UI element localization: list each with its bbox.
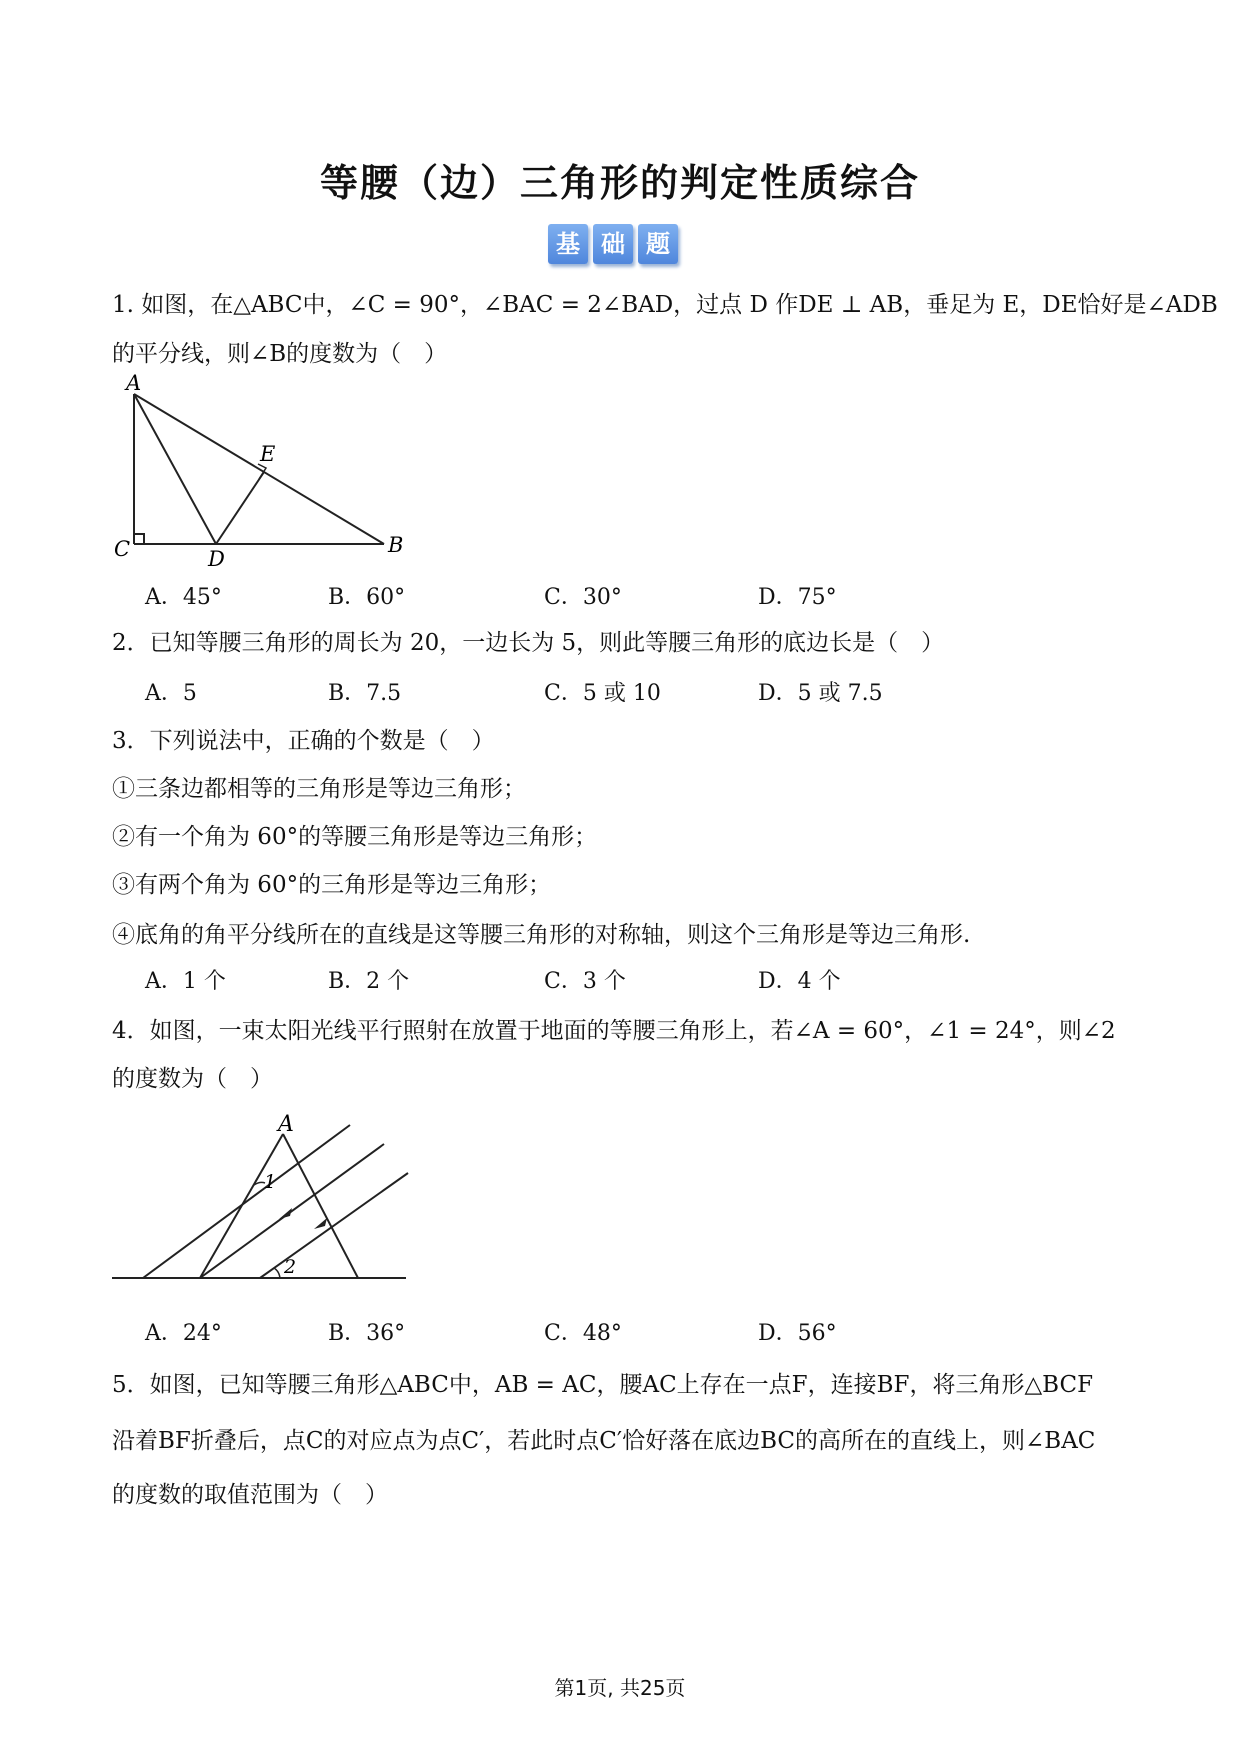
q3-option-d[interactable]: D．4 个 <box>758 969 841 994</box>
q5-text-line2: 沿着BF折叠后，点C的对应点为点C′，若此时点C′恰好落在底边BC的高所在的直线上，则∠BAC <box>112 1428 1096 1454</box>
q3-option-c[interactable]: C．3 个 <box>544 969 626 994</box>
q5-text-line3: 的度数的取值范围为（ ） <box>112 1482 388 1508</box>
label-c: C <box>114 537 131 561</box>
q3-text: 3．下列说法中，正确的个数是（ ） <box>112 728 495 754</box>
right-angle-c <box>134 534 144 544</box>
page-footer: 第1页, 共25页 <box>554 1676 686 1700</box>
q3-option-a[interactable]: A．1 个 <box>145 969 226 994</box>
label-e: E <box>260 442 276 466</box>
section-badge <box>548 224 678 264</box>
arrow-ray-2 <box>279 1208 292 1219</box>
q1-options <box>145 580 1045 610</box>
q1-figure <box>108 372 408 572</box>
q4-text-line2: 的度数为（ ） <box>112 1066 273 1092</box>
segment-de <box>216 472 264 544</box>
q1-text-line1: 1. 如图，在△ABC中，∠C = 90°，∠BAC = 2∠BAD，过点 D 作DE ⊥ AB，垂足为 E，DE恰好是∠ADB <box>112 292 1218 318</box>
q3-statement-4: ④底角的角平分线所在的直线是这等腰三角形的对称轴，则这个三角形是等边三角形. <box>112 922 971 948</box>
q5-text-line1: 5．如图，已知等腰三角形△ABC中，AB = AC，腰AC上存在一点F，连接BF，将三角形△BCF <box>112 1372 1094 1398</box>
badge-char-1: 基 <box>548 224 588 264</box>
q3-option-b[interactable]: B．2 个 <box>328 969 410 994</box>
badge-char-3: 题 <box>638 224 678 264</box>
q4-text-line1: 4．如图，一束太阳光线平行照射在放置于地面的等腰三角形上，若∠A = 60°，∠1 = 24°，则∠2 <box>112 1018 1116 1044</box>
q4-options <box>145 1316 1045 1346</box>
q2-option-b[interactable]: B．7.5 <box>328 681 402 706</box>
segment-ab <box>134 394 384 544</box>
q2-text: 2．已知等腰三角形的周长为 20，一边长为 5，则此等腰三角形的底边长是（ ） <box>112 630 945 656</box>
segment-ad <box>134 394 216 544</box>
angle-2-arc <box>274 1268 280 1278</box>
q3-statement-1: ①三条边都相等的三角形是等边三角形； <box>112 776 526 802</box>
sun-ray-3 <box>260 1173 408 1278</box>
q2-option-a[interactable]: A．5 <box>145 681 197 706</box>
q4-option-d[interactable]: D．56° <box>758 1321 837 1346</box>
q2-options <box>145 676 1045 706</box>
q4-option-b[interactable]: B．36° <box>328 1321 406 1346</box>
q1-option-a[interactable]: A．45° <box>145 585 222 610</box>
q3-options <box>145 964 1045 994</box>
q2-option-d[interactable]: D．5 或 7.5 <box>758 681 883 706</box>
q2-option-c[interactable]: C．5 或 10 <box>544 681 661 706</box>
q3-statement-2: ②有一个角为 60°的等腰三角形是等边三角形； <box>112 824 598 850</box>
label-d: D <box>208 547 225 571</box>
q3-statement-3: ③有两个角为 60°的三角形是等边三角形； <box>112 872 552 898</box>
q4-option-a[interactable]: A．24° <box>145 1321 222 1346</box>
q4-option-c[interactable]: C．48° <box>544 1321 622 1346</box>
label-angle-1: 1 <box>264 1171 277 1193</box>
q1-text-line2: 的平分线，则∠B的度数为（ ） <box>112 341 448 367</box>
label-a: A <box>278 1112 294 1137</box>
page-title: 等腰（边）三角形的判定性质综合 <box>319 160 920 205</box>
q1-option-d[interactable]: D．75° <box>758 585 837 610</box>
badge-char-2: 础 <box>593 224 633 264</box>
label-b: B <box>388 533 404 557</box>
label-a: A <box>126 372 142 395</box>
arrow-ray-3 <box>314 1218 327 1229</box>
q1-option-c[interactable]: C．30° <box>544 585 622 610</box>
q4-figure <box>108 1105 418 1305</box>
label-angle-2: 2 <box>284 1256 297 1278</box>
q1-option-b[interactable]: B．60° <box>328 585 406 610</box>
